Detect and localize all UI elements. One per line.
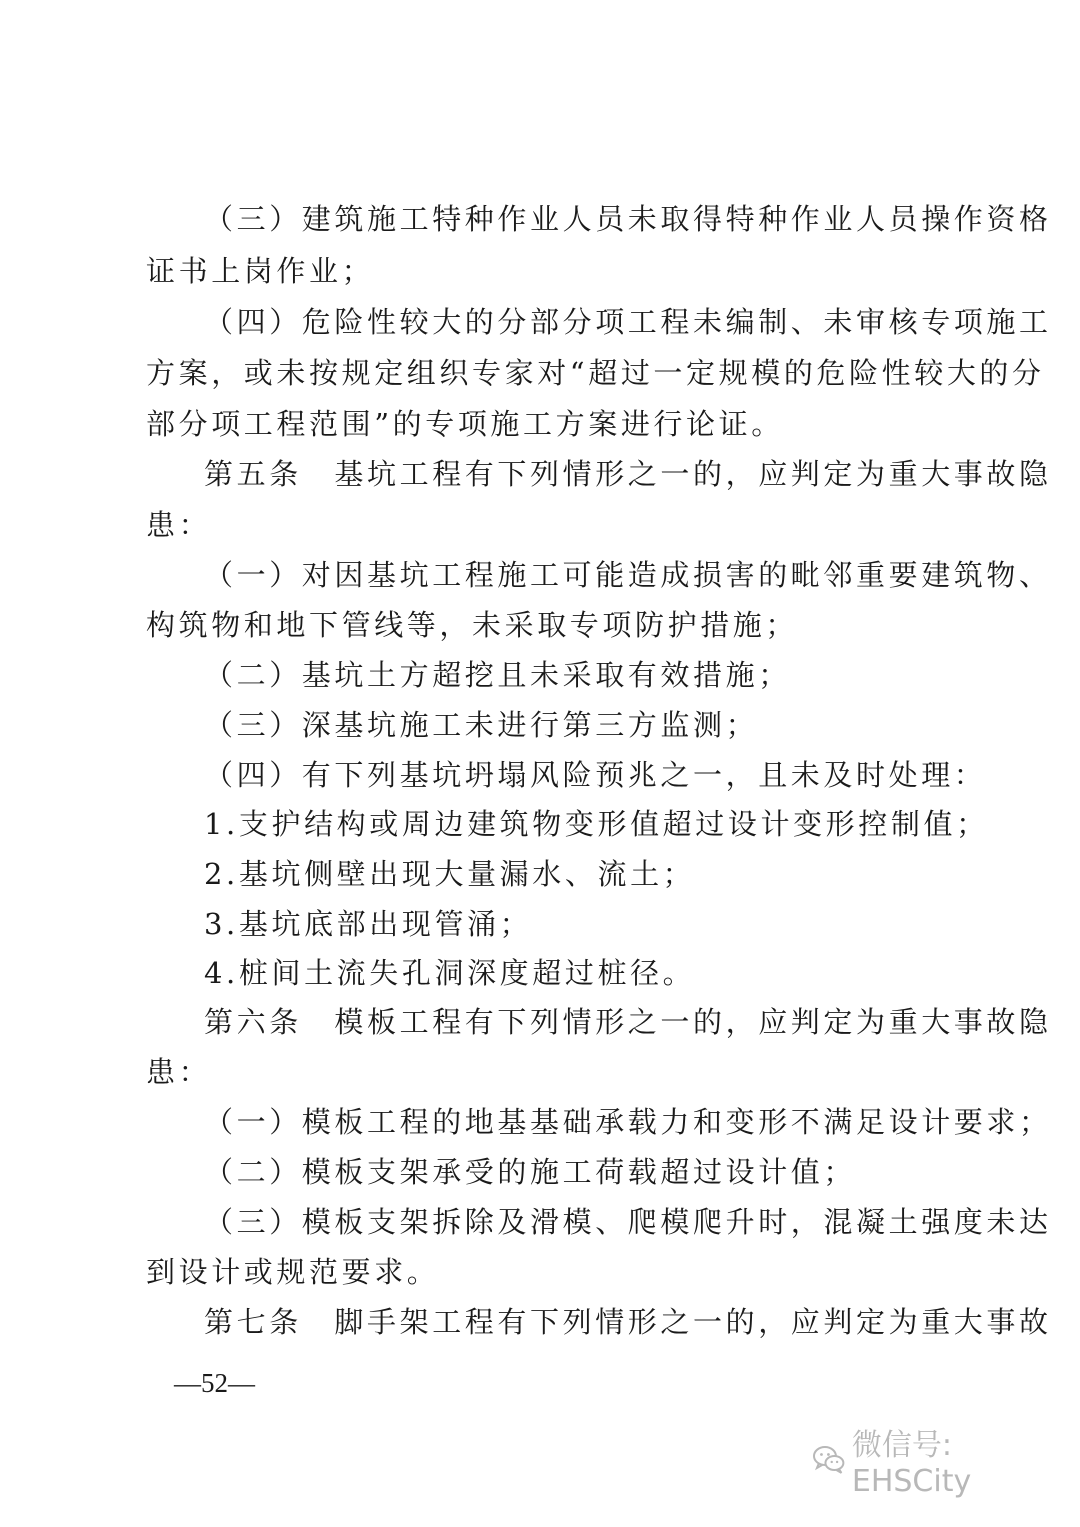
paragraph-line: 证书上岗作业； [146,254,375,288]
paragraph-line: （四）有下列基坑坍塌风险预兆之一，且未及时处理： [204,758,987,792]
paragraph-line: （三）深基坑施工未进行第三方监测； [204,708,759,742]
article-heading-line: 第五条 基坑工程有下列情形之一的，应判定为重大事故隐 [204,457,1052,491]
list-item-line: 4.桩间土流失孔洞深度超过桩径。 [204,956,696,990]
wechat-icon [812,1442,846,1476]
paragraph-line: （一）模板工程的地基基础承载力和变形不满足设计要求； [204,1105,1052,1139]
paragraph-line: 患： [146,508,212,542]
paragraph-line: 患： [146,1055,212,1089]
paragraph-line: （三）建筑施工特种作业人员未取得特种作业人员操作资格 [204,202,1052,236]
watermark-text: 微信号: EHSCity [851,1427,972,1499]
paragraph-line: 构筑物和地下管线等，未采取专项防护措施； [146,608,799,642]
article-heading-line: 第七条 脚手架工程有下列情形之一的，应判定为重大事故 [204,1305,1052,1339]
list-item-line: 3.基坑底部出现管涌； [204,907,533,941]
page-number: —52— [174,1368,255,1398]
paragraph-line: （一）对因基坑工程施工可能造成损害的毗邻重要建筑物、 [204,558,1052,592]
paragraph-line: 部分项工程范围”的专项施工方案进行论证。 [146,407,784,441]
article-heading-line: 第六条 模板工程有下列情形之一的，应判定为重大事故隐 [204,1005,1052,1039]
paragraph-line: （二）模板支架承受的施工荷载超过设计值； [204,1155,857,1189]
list-item-line: 2.基坑侧壁出现大量漏水、流土； [204,857,696,891]
paragraph-line: 到设计或规范要求。 [146,1255,440,1289]
paragraph-line: （三）模板支架拆除及滑模、爬模爬升时，混凝土强度未达 [204,1205,1052,1239]
paragraph-line: （四）危险性较大的分部分项工程未编制、未审核专项施工 [204,305,1052,339]
paragraph-line: （二）基坑土方超挖且未采取有效措施； [204,658,791,692]
watermark [812,1427,1080,1499]
list-item-line: 1.支护结构或周边建筑物变形值超过设计变形控制值； [204,807,989,841]
paragraph-line: 方案，或未按规定组织专家对“超过一定规模的危险性较大的分 [146,356,1045,390]
